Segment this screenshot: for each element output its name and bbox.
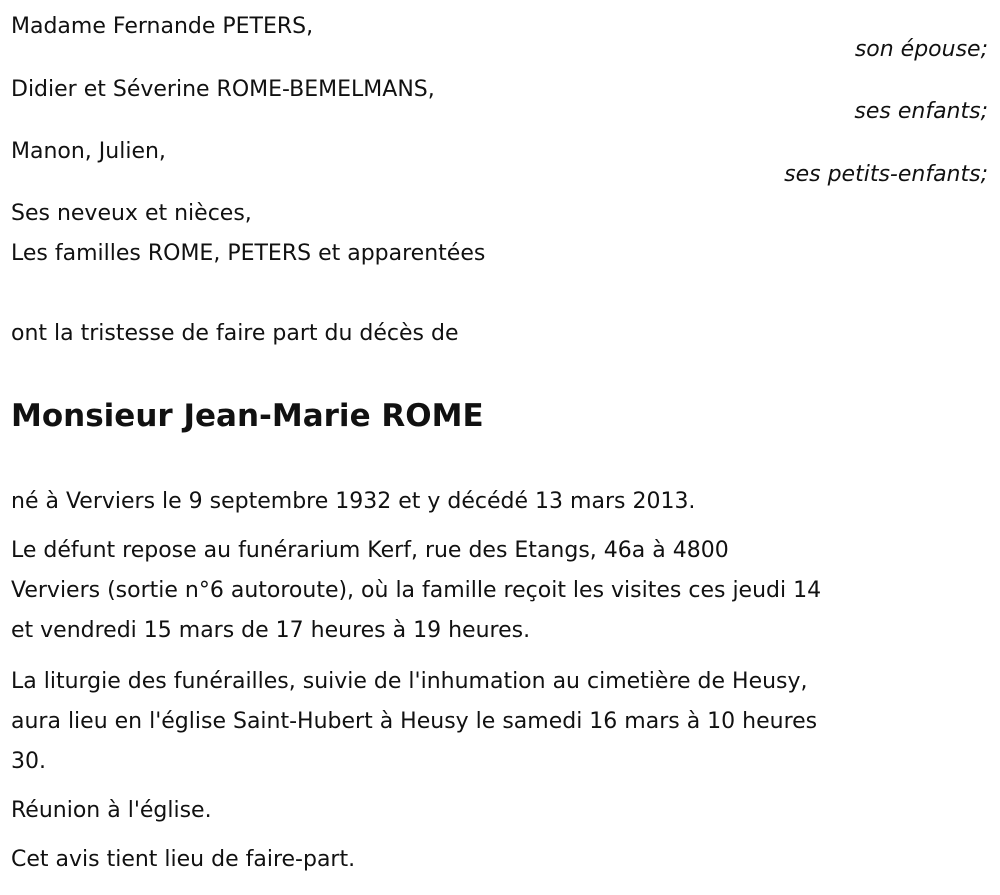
repose-line: Le défunt repose au funérarium Kerf, rue des Etangs, 46a à 4800: [11, 538, 729, 563]
birth-death-line: né à Verviers le 9 septembre 1932 et y décédé 13 mars 2013.: [11, 489, 696, 514]
closing-line: Cet avis tient lieu de faire-part.: [11, 847, 356, 872]
meeting-line: Réunion à l'église.: [11, 798, 212, 823]
liturgy-line: La liturgie des funérailles, suivie de l'inhumation au cimetière de Heusy,: [11, 669, 808, 694]
family-relation: ses petits-enfants;: [784, 162, 988, 187]
other-relatives: Les familles ROME, PETERS et apparentées: [11, 241, 486, 266]
family-relation: ses enfants;: [854, 99, 988, 124]
other-relatives: Ses neveux et nièces,: [11, 201, 252, 226]
liturgy-line: aura lieu en l'église Saint-Hubert à Heusy le samedi 16 mars à 10 heures: [11, 709, 818, 734]
family-name: Didier et Séverine ROME-BEMELMANS,: [11, 77, 435, 102]
family-name: Manon, Julien,: [11, 139, 166, 164]
family-name: Madame Fernande PETERS,: [11, 14, 314, 39]
liturgy-line: 30.: [11, 749, 46, 774]
announcement: ont la tristesse de faire part du décès de: [11, 321, 459, 346]
family-relation: son épouse;: [854, 37, 988, 62]
deceased-name: Monsieur Jean-Marie ROME: [11, 398, 484, 434]
repose-line: Verviers (sortie n°6 autoroute), où la famille reçoit les visites ces jeudi 14: [11, 578, 822, 603]
repose-line: et vendredi 15 mars de 17 heures à 19 heures.: [11, 618, 531, 643]
